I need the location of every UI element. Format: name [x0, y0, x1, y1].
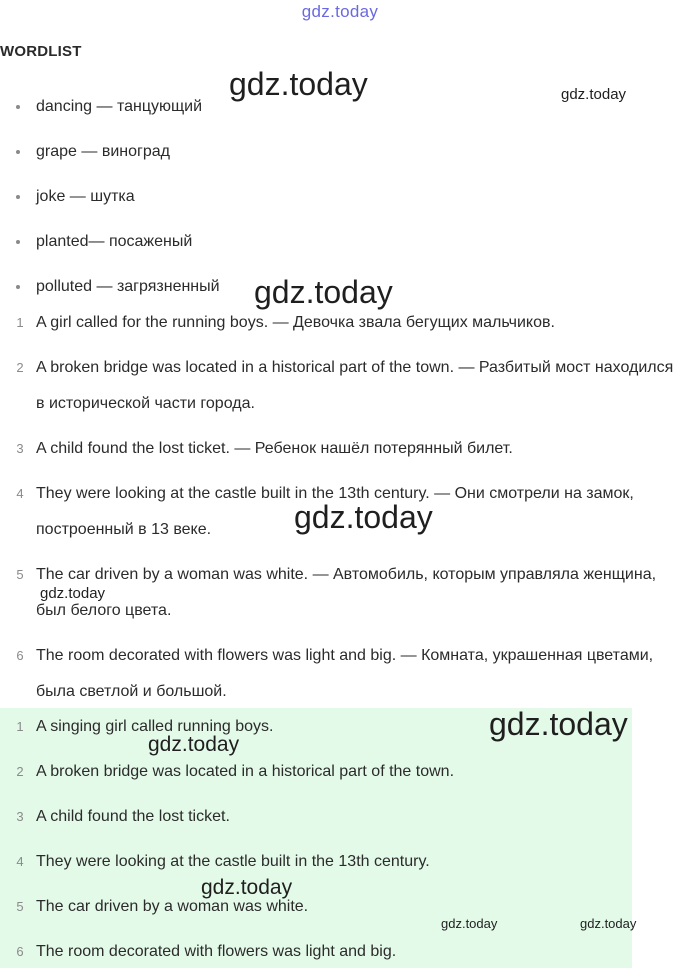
watermark: gdz.today: [580, 916, 637, 931]
answer-item: [0, 934, 680, 979]
answer-item: [0, 754, 680, 799]
answer-text: The room decorated with flowers was light and big.: [36, 943, 397, 960]
watermark: gdz.today: [254, 274, 393, 310]
bullet-icon: [16, 240, 20, 244]
answer-text: The car driven by a woman was white.: [36, 898, 309, 915]
answer-text: A child found the lost ticket.: [36, 808, 230, 825]
answer-item: [0, 889, 680, 934]
bullet-icon: [16, 195, 20, 199]
item-number: 3: [16, 441, 24, 456]
translation-text: The car driven by a woman was white. — Автомобиль, которым управляла женщина, был белого цвета.: [36, 566, 657, 619]
bullet-icon: [16, 105, 20, 109]
item-number: 6: [16, 944, 24, 959]
answer-text: A broken bridge was located in a historical part of the town.: [36, 763, 455, 780]
translation-text: The room decorated with flowers was light and big. — Комната, украшенная цветами, была светлой и большой.: [36, 647, 654, 700]
item-number: 2: [16, 764, 24, 779]
wordlist-item: joke — шутка: [0, 182, 680, 227]
item-number: 6: [16, 648, 24, 663]
bullet-icon: [16, 285, 20, 289]
item-number: 3: [16, 809, 24, 824]
wordlist-item: grape — виноград: [0, 137, 680, 182]
answer-list: [0, 709, 680, 979]
watermark: gdz.today: [201, 876, 293, 899]
watermark: gdz.today: [40, 585, 106, 602]
translation-text: They were looking at the castle built in the 13th century. — Они смотрели на замок, построенный в 13 веке.: [36, 485, 634, 538]
watermark: gdz.today: [148, 733, 240, 756]
watermark: gdz.today: [441, 916, 498, 931]
watermark: gdz.today: [229, 66, 368, 102]
wordlist-heading: WORDLIST: [0, 43, 82, 60]
watermark: gdz.today: [294, 499, 433, 535]
item-number: 5: [16, 567, 24, 582]
item-number: 4: [16, 854, 24, 869]
answer-item: [0, 799, 680, 844]
watermark: gdz.today: [489, 706, 628, 742]
wordlist-item: planted— посаженый: [0, 227, 680, 272]
wordlist-item: dancing — танцующий: [0, 92, 680, 137]
answer-text: A singing girl called running boys.: [36, 718, 274, 735]
item-number: 5: [16, 899, 24, 914]
bullet-icon: [16, 150, 20, 154]
item-number: 2: [16, 360, 24, 375]
item-number: 4: [16, 486, 24, 501]
translation-text: A child found the lost ticket. — Ребенок нашёл потерянный билет.: [36, 440, 513, 457]
answer-item: [0, 844, 680, 889]
translation-text: A girl called for the running boys. — Девочка звала бегущих мальчиков.: [36, 314, 555, 331]
translation-item: [0, 350, 680, 431]
translation-text: A broken bridge was located in a historical part of the town. — Разбитый мост находился в исторической части города.: [36, 359, 674, 412]
answer-text: They were looking at the castle built in the 13th century.: [36, 853, 430, 870]
translation-item: [0, 305, 680, 350]
item-number: 1: [16, 315, 24, 330]
item-number: 1: [16, 719, 24, 734]
wordlist-item: polluted — загрязненный: [0, 272, 680, 317]
top-watermark: gdz.today: [301, 2, 379, 21]
translation-item: [0, 431, 680, 476]
watermark: gdz.today: [561, 86, 627, 103]
